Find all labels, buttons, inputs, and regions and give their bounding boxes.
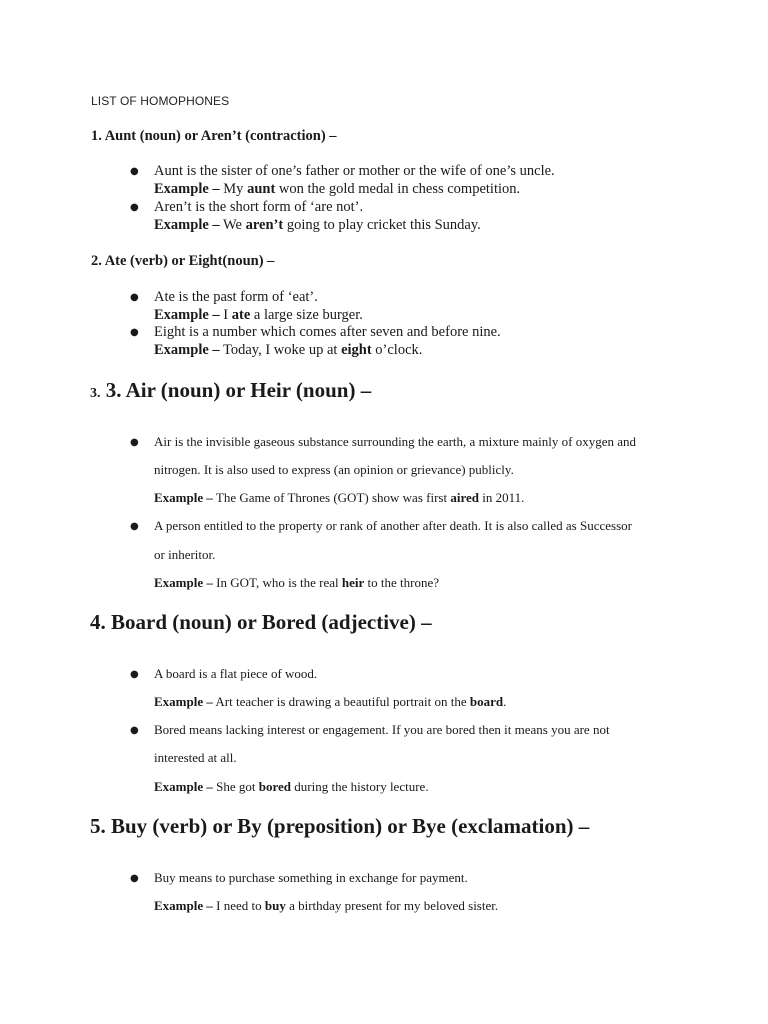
example-word: board [469, 694, 504, 709]
example-text: I [219, 307, 232, 323]
example-label: Example – [154, 307, 220, 323]
example-label: Example – [154, 575, 213, 590]
section-heading-4: 4. Board (noun) or Bored (adjective) – [90, 610, 432, 634]
bullet-icon: ● [130, 521, 139, 532]
example-line [154, 779, 429, 795]
example-line [154, 575, 439, 591]
example-label: Example – [154, 217, 220, 233]
example-label: Example – [154, 779, 213, 794]
example-text: The Game of Thrones (GOT) show was first [212, 490, 451, 505]
example-text: We [219, 217, 246, 233]
example-text: I need to [212, 898, 265, 913]
section-heading-text: 3. Air (noun) or Heir (noun) – [105, 378, 372, 402]
example-word: eight [341, 342, 372, 358]
example-text: in 2011. [478, 490, 525, 505]
definition-text: A person entitled to the property or rank of another after death. It is also called as Successor [154, 518, 632, 533]
example-word: buy [264, 898, 286, 913]
example-word: bored [258, 779, 292, 794]
example-label: Example – [154, 342, 220, 358]
example-line [154, 490, 524, 506]
example-text: In GOT, who is the real [212, 575, 342, 590]
example-line [154, 342, 422, 359]
section-number-prefix: 3. [90, 386, 101, 401]
example-text: . [503, 694, 507, 709]
example-text: won the gold medal in chess competition. [275, 181, 521, 197]
bullet-icon: ● [130, 725, 139, 736]
example-text: Today, I woke up at [219, 342, 342, 358]
example-label: Example – [154, 898, 213, 913]
bullet-icon: ● [130, 437, 139, 448]
section-heading-1: 1. Aunt (noun) or Aren’t (contraction) – [91, 128, 337, 144]
definition-text: A board is a flat piece of wood. [154, 666, 318, 681]
example-label: Example – [154, 181, 220, 197]
definition-text: or inheritor. [154, 547, 216, 562]
example-word: aired [450, 490, 479, 505]
bullet-icon: ● [130, 669, 139, 680]
example-word: aunt [247, 181, 276, 197]
section-heading-2: 2. Ate (verb) or Eight(noun) – [91, 253, 275, 269]
example-line [154, 217, 481, 234]
example-text: o’clock. [371, 342, 423, 358]
document-title: LIST OF HOMOPHONES [91, 94, 230, 108]
bullet-icon: ● [130, 166, 139, 177]
example-line [154, 898, 498, 914]
example-text: My [219, 181, 248, 197]
definition-text: Aren’t is the short form of ‘are not’. [154, 199, 364, 215]
example-line [154, 307, 363, 324]
definition-text: Eight is a number which comes after seven and before nine. [154, 324, 501, 340]
example-word: ate [231, 307, 251, 323]
bullet-icon: ● [130, 202, 139, 213]
definition-text: nitrogen. It is also used to express (an opinion or grievance) publicly. [154, 462, 514, 477]
example-word: aren’t [245, 217, 284, 233]
example-text: She got [212, 779, 259, 794]
example-line [154, 181, 520, 198]
example-text: a large size burger. [250, 307, 363, 323]
example-text: going to play cricket this Sunday. [283, 217, 481, 233]
example-text: during the history lecture. [291, 779, 429, 794]
definition-text: Air is the invisible gaseous substance surrounding the earth, a mixture mainly of oxygen and [154, 434, 636, 449]
definition-text: Bored means lacking interest or engagement. If you are bored then it means you are not [154, 722, 610, 737]
example-text: Art teacher is drawing a beautiful portrait on the [212, 694, 470, 709]
bullet-icon: ● [130, 873, 139, 884]
definition-text: interested at all. [154, 750, 237, 765]
example-word: heir [341, 575, 365, 590]
example-line [154, 694, 506, 710]
bullet-icon: ● [130, 327, 139, 338]
example-text: to the throne? [364, 575, 440, 590]
definition-text: Buy means to purchase something in exchange for payment. [154, 870, 468, 885]
example-text: a birthday present for my beloved sister. [285, 898, 499, 913]
section-heading-3 [90, 378, 371, 403]
section-heading-5: 5. Buy (verb) or By (preposition) or Bye (exclamation) – [90, 814, 590, 838]
definition-text: Aunt is the sister of one’s father or mother or the wife of one’s uncle. [154, 163, 555, 179]
example-label: Example – [154, 490, 213, 505]
example-label: Example – [154, 694, 213, 709]
definition-text: Ate is the past form of ‘eat’. [154, 289, 318, 305]
bullet-icon: ● [130, 292, 139, 303]
